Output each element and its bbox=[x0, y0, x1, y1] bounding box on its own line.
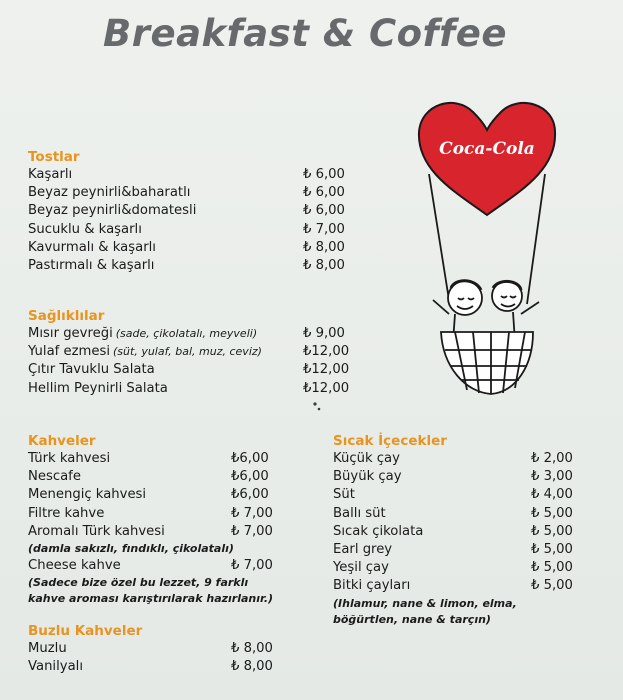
item-price: ₺ 5,00 bbox=[531, 505, 573, 521]
item-price: ₺ 7,00 bbox=[231, 523, 273, 539]
item-note: (damla sakızlı, fındıklı, çikolatalı) bbox=[28, 541, 234, 555]
menu-item bbox=[28, 380, 358, 398]
menu-item bbox=[333, 450, 603, 468]
basket bbox=[441, 332, 533, 394]
item-name: Bitki çayları bbox=[333, 578, 411, 594]
item-name: Türk kahvesi bbox=[28, 451, 111, 466]
item-detail: (süt, yulaf, bal, muz, ceviz) bbox=[113, 345, 262, 359]
menu-item bbox=[28, 640, 308, 658]
item-price: ₺6,00 bbox=[231, 469, 269, 485]
item-name: Süt bbox=[333, 487, 355, 503]
item-price: ₺6,00 bbox=[231, 451, 269, 466]
section-tostlar bbox=[28, 148, 358, 275]
item-name: Yeşil çay bbox=[333, 560, 389, 576]
item-name: Küçük çay bbox=[333, 451, 400, 466]
item-price: ₺12,00 bbox=[303, 380, 350, 396]
item-name: Aromalı Türk kahvesi bbox=[28, 523, 165, 539]
item-price: ₺ 6,00 bbox=[303, 185, 345, 201]
item-name: Muzlu bbox=[28, 641, 67, 656]
menu-item bbox=[333, 523, 603, 541]
item-name: Kaşarlı bbox=[28, 167, 73, 182]
menu-item bbox=[28, 523, 308, 541]
item-name: Kavurmalı & kaşarlı bbox=[28, 239, 156, 255]
menu-item bbox=[333, 468, 603, 486]
item-name: Mısır gevreği bbox=[28, 326, 113, 341]
item-price: ₺ 4,00 bbox=[531, 487, 573, 503]
menu-item bbox=[28, 343, 358, 361]
item-price: ₺6,00 bbox=[231, 487, 269, 503]
item-detail: (sade, çikolatalı, meyveli) bbox=[115, 327, 258, 340]
menu-item bbox=[28, 658, 308, 676]
item-price: ₺ 8,00 bbox=[303, 257, 345, 273]
item-name: Earl grey bbox=[333, 541, 393, 557]
item-note: (Sadece bize özel bu lezzet, 9 farklı bbox=[28, 576, 249, 590]
item-name: Çıtır Tavuklu Salata bbox=[28, 362, 155, 378]
item-name: Ballı süt bbox=[333, 505, 386, 521]
menu-item bbox=[28, 184, 358, 202]
section-heading: Sağlıklılar bbox=[28, 308, 105, 324]
item-price: ₺ 2,00 bbox=[531, 451, 573, 466]
section-sicak-icecekler bbox=[333, 432, 603, 628]
item-name: Büyük çay bbox=[333, 469, 402, 485]
section-heading: Tostlar bbox=[28, 149, 80, 165]
section-kahveler bbox=[28, 432, 308, 607]
coca-cola-logo: Coca-Cola bbox=[439, 139, 535, 159]
menu-item bbox=[333, 559, 603, 577]
menu-item bbox=[333, 577, 603, 595]
item-price: ₺ 8,00 bbox=[231, 659, 273, 675]
section-heading: Sıcak İçecekler bbox=[333, 433, 447, 449]
menu-item bbox=[28, 166, 358, 184]
item-price: ₺ 6,00 bbox=[303, 167, 345, 182]
item-price: ₺ 5,00 bbox=[531, 523, 573, 539]
menu-item bbox=[333, 486, 603, 504]
section-heading: Buzlu Kahveler bbox=[28, 623, 143, 639]
item-name: Menengiç kahvesi bbox=[28, 487, 147, 503]
menu-item bbox=[28, 221, 358, 239]
item-price: ₺ 5,00 bbox=[531, 578, 573, 594]
section-sagliklilar bbox=[28, 307, 358, 398]
item-price: ₺ 3,00 bbox=[531, 469, 573, 485]
menu-item bbox=[28, 468, 308, 486]
item-name: Sıcak çikolata bbox=[333, 523, 424, 539]
menu-item bbox=[28, 202, 358, 220]
item-name: Cheese kahve bbox=[28, 557, 121, 573]
item-name: Beyaz peynirli&baharatlı bbox=[28, 185, 191, 201]
item-name: Nescafe bbox=[28, 469, 81, 485]
menu-title: Breakfast & Coffee bbox=[103, 12, 507, 55]
menu-item bbox=[28, 505, 308, 523]
item-price: ₺ 5,00 bbox=[531, 560, 573, 576]
item-price: ₺ 6,00 bbox=[303, 203, 345, 219]
menu-item bbox=[28, 239, 358, 257]
section-buzlu-kahveler bbox=[28, 622, 308, 676]
item-price: ₺ 7,00 bbox=[303, 221, 345, 237]
item-price: ₺12,00 bbox=[303, 344, 350, 360]
item-price: ₺12,00 bbox=[303, 362, 350, 378]
menu-item bbox=[28, 325, 358, 343]
item-name: Hellim Peynirli Salata bbox=[28, 380, 168, 396]
item-price: ₺ 8,00 bbox=[231, 641, 273, 656]
item-note: kahve aroması karıştırılarak hazırlanır.) bbox=[28, 592, 274, 606]
item-name: Filtre kahve bbox=[28, 505, 105, 521]
item-price: ₺ 7,00 bbox=[231, 557, 273, 573]
item-name: Yulaf ezmesi bbox=[28, 344, 111, 360]
menu-item bbox=[333, 541, 603, 559]
coca-cola-balloon-illustration bbox=[415, 92, 560, 402]
item-price: ₺ 9,00 bbox=[303, 326, 345, 341]
item-note: (Ihlamur, nane & limon, elma, bbox=[333, 596, 517, 610]
item-note: böğürtlen, nane & tarçın) bbox=[333, 612, 491, 626]
menu-item bbox=[28, 557, 308, 575]
menu-item bbox=[28, 450, 308, 468]
menu-item bbox=[28, 361, 358, 379]
stain-marks bbox=[310, 400, 324, 414]
item-price: ₺ 7,00 bbox=[231, 505, 273, 521]
menu-item bbox=[333, 505, 603, 523]
item-name: Beyaz peynirli&domatesli bbox=[28, 203, 197, 219]
item-name: Sucuklu & kaşarlı bbox=[28, 221, 142, 237]
item-name: Vanilyalı bbox=[28, 659, 83, 675]
item-price: ₺ 5,00 bbox=[531, 541, 573, 557]
menu-item bbox=[28, 257, 358, 275]
menu-item bbox=[28, 486, 308, 504]
item-name: Pastırmalı & kaşarlı bbox=[28, 257, 155, 273]
section-heading: Kahveler bbox=[28, 433, 96, 449]
item-price: ₺ 8,00 bbox=[303, 239, 345, 255]
